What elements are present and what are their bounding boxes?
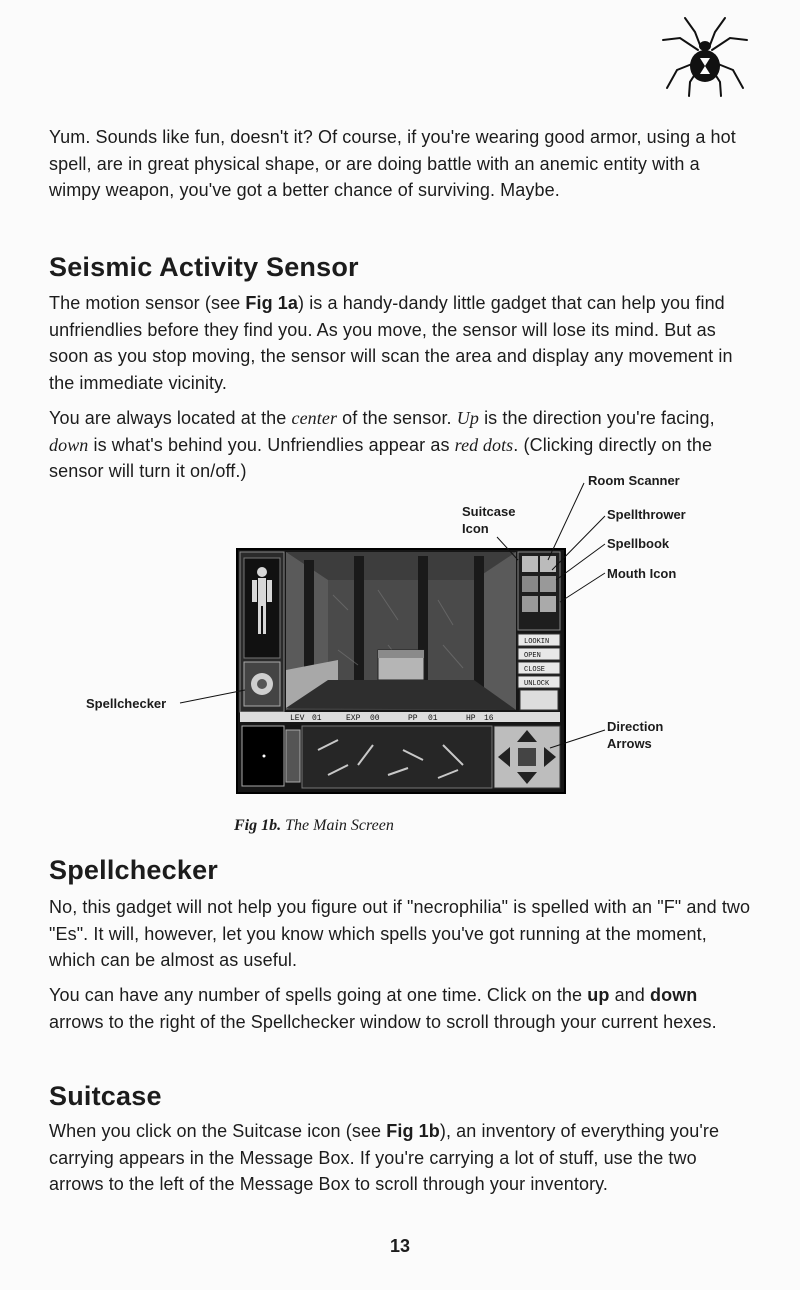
svg-text:16: 16 — [484, 714, 494, 723]
callout-spellthrower: Spellthrower — [607, 507, 686, 522]
svg-text:HP: HP — [466, 714, 476, 723]
svg-text:EXP: EXP — [346, 714, 361, 723]
sensor-paragraph-1: The motion sensor (see Fig 1a) is a handy-dandy little gadget that can help you find unfriendlies before they find you. As you move, the sensor will lose its mind. But as soon as you stop moving, the sensor will scan the area and display any movement in the immediate vicinity. — [49, 293, 733, 393]
command-unlock: UNLOCK — [524, 680, 550, 688]
callout-spellbook: Spellbook — [607, 536, 670, 551]
command-lookin: LOOKIN — [524, 638, 550, 646]
spellchecker-heading: Spellchecker — [49, 855, 219, 885]
seismic-activity-sensor-heading: Seismic Activity Sensor — [49, 252, 359, 282]
callout-mouth-icon: Mouth Icon — [607, 566, 677, 581]
svg-text:LEV: LEV — [290, 714, 305, 723]
sensor-paragraph-2: You are always located at the center of the sensor. Up is the direction you're facing, down is what's behind you. Unfriendlies appear as red dots. (Clicking directly on the sensor will turn it on/off.) — [49, 408, 715, 481]
callout-spellchecker: Spellchecker — [86, 696, 167, 711]
svg-text:PP: PP — [408, 714, 418, 723]
svg-text:01: 01 — [312, 714, 322, 723]
callout-suitcase-icon: Suitcase Icon — [462, 504, 516, 536]
intro-paragraph: Yum. Sounds like fun, doesn't it? Of course, if you're wearing good armor, using a hot spell, are in great physical shape, or are doing battle with an anemic entity with a wimpy weapon, you've got a better chance of surviving. Maybe. — [49, 127, 736, 200]
svg-text:01: 01 — [428, 714, 438, 723]
command-open: OPEN — [524, 652, 541, 660]
figure-caption: Fig 1b. The Main Screen — [234, 817, 394, 834]
fig-1a-ref: Fig 1a — [245, 293, 299, 313]
spellchecker-paragraph-2: You can have any number of spells going at one time. Click on the up and down arrows to the right of the Spellchecker window to scroll through your current hexes. — [49, 985, 717, 1032]
spellchecker-paragraph-1: No, this gadget will not help you figure out if "necrophilia" is spelled with an "F" and two "Es". It will, however, let you know which spells you've got running at the moment, which can be almost as useful. — [49, 897, 751, 970]
svg-text:00: 00 — [370, 714, 380, 723]
callout-direction-arrows: Direction Arrows — [607, 719, 664, 751]
callout-room-scanner: Room Scanner — [588, 473, 680, 488]
page-number: 13 — [389, 1236, 411, 1256]
suitcase-paragraph: When you click on the Suitcase icon (see Fig 1b), an inventory of everything you're carrying appears in the Message Box. If you're carrying a lot of stuff, use the two arrows to the left of the Message Box to scroll through your inventory. — [49, 1121, 720, 1194]
fig-1b-ref: Fig 1b — [386, 1121, 440, 1141]
suitcase-heading: Suitcase — [49, 1081, 162, 1111]
command-close: CLOSE — [524, 666, 546, 674]
